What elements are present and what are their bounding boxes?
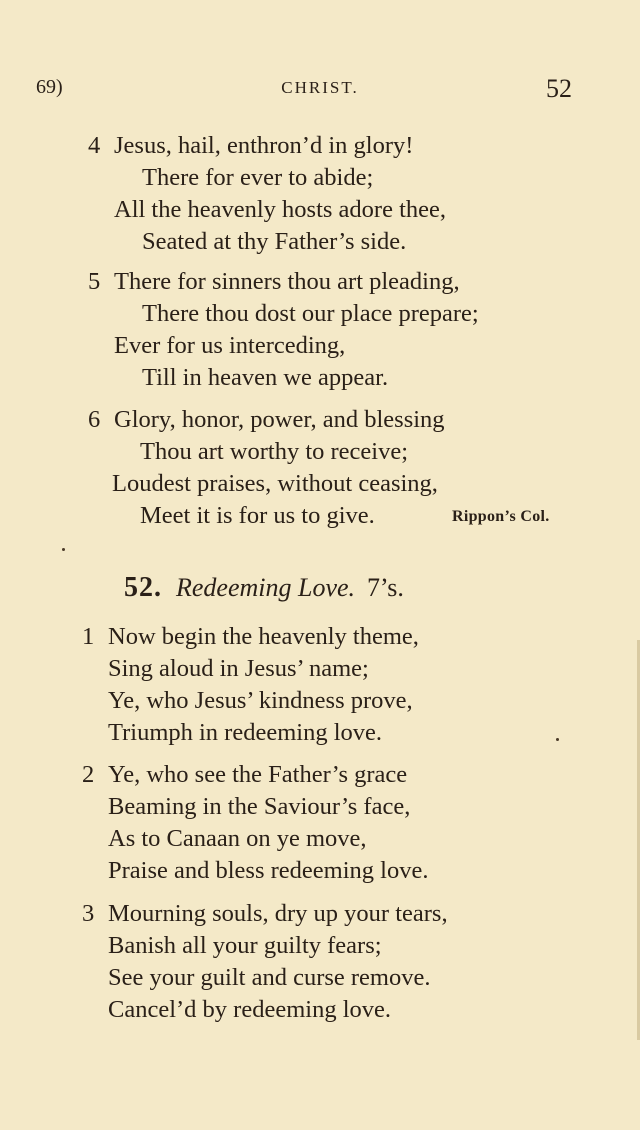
hymn-heading [124,572,404,604]
print-speck [556,738,559,741]
verse-line: Beaming in the Saviour’s face, [108,793,411,820]
header-section-title: CHRIST. [281,78,359,97]
verse-line: Jesus, hail, enthron’d in glory! [114,132,414,159]
verse-number: 1 [82,623,95,650]
hymn-title: Redeeming Love. [176,573,356,602]
verse-line: Sing aloud in Jesus’ name; [108,655,369,682]
verse-line: Praise and bless redeeming love. [108,857,429,884]
verse-line: Mourning souls, dry up your tears, [108,900,448,927]
verse-line: As to Canaan on ye move, [108,825,367,852]
hymn-attribution: Rippon’s Col. [452,508,550,525]
verse-line: Loudest praises, without ceasing, [112,470,438,497]
verse-line: Thou art worthy to receive; [140,438,409,465]
verse-number: 4 [88,132,101,159]
header-hymn-ref: 69) [36,76,63,98]
verse-line: Triumph in redeeming love. [108,719,383,746]
verse-number: 5 [88,268,101,295]
verse-line: Meet it is for us to give. [140,502,375,529]
verse-line: Ye, who Jesus’ kindness prove, [108,687,413,714]
verse-line: Cancel’d by redeeming love. [108,996,392,1023]
verse-line: Banish all your guilty fears; [108,932,382,959]
verse-number: 3 [82,900,95,927]
running-header [0,74,640,108]
verse-number: 2 [82,761,95,788]
verse-number: 6 [88,406,101,433]
verse-line: All the heavenly hosts adore thee, [114,196,447,223]
verse-line: Ye, who see the Father’s grace [108,761,408,788]
verse-line: Seated at thy Father’s side. [142,228,407,255]
verse-line: Glory, honor, power, and blessing [114,406,445,433]
print-speck [62,548,65,551]
verse-line: There for ever to abide; [142,164,374,191]
verse-line: See your guilt and curse remove. [108,964,431,991]
page-number: 52 [546,74,572,103]
verse-line: There thou dost our place prepare; [142,300,479,327]
hymn-number: 52. [124,572,162,603]
verse-line: Now begin the heavenly theme, [108,623,419,650]
verse-line: There for sinners thou art pleading, [114,268,460,295]
hymn-meter: 7’s. [367,573,404,602]
verse-line: Ever for us interceding, [114,332,346,359]
verse-line: Till in heaven we appear. [142,364,389,391]
